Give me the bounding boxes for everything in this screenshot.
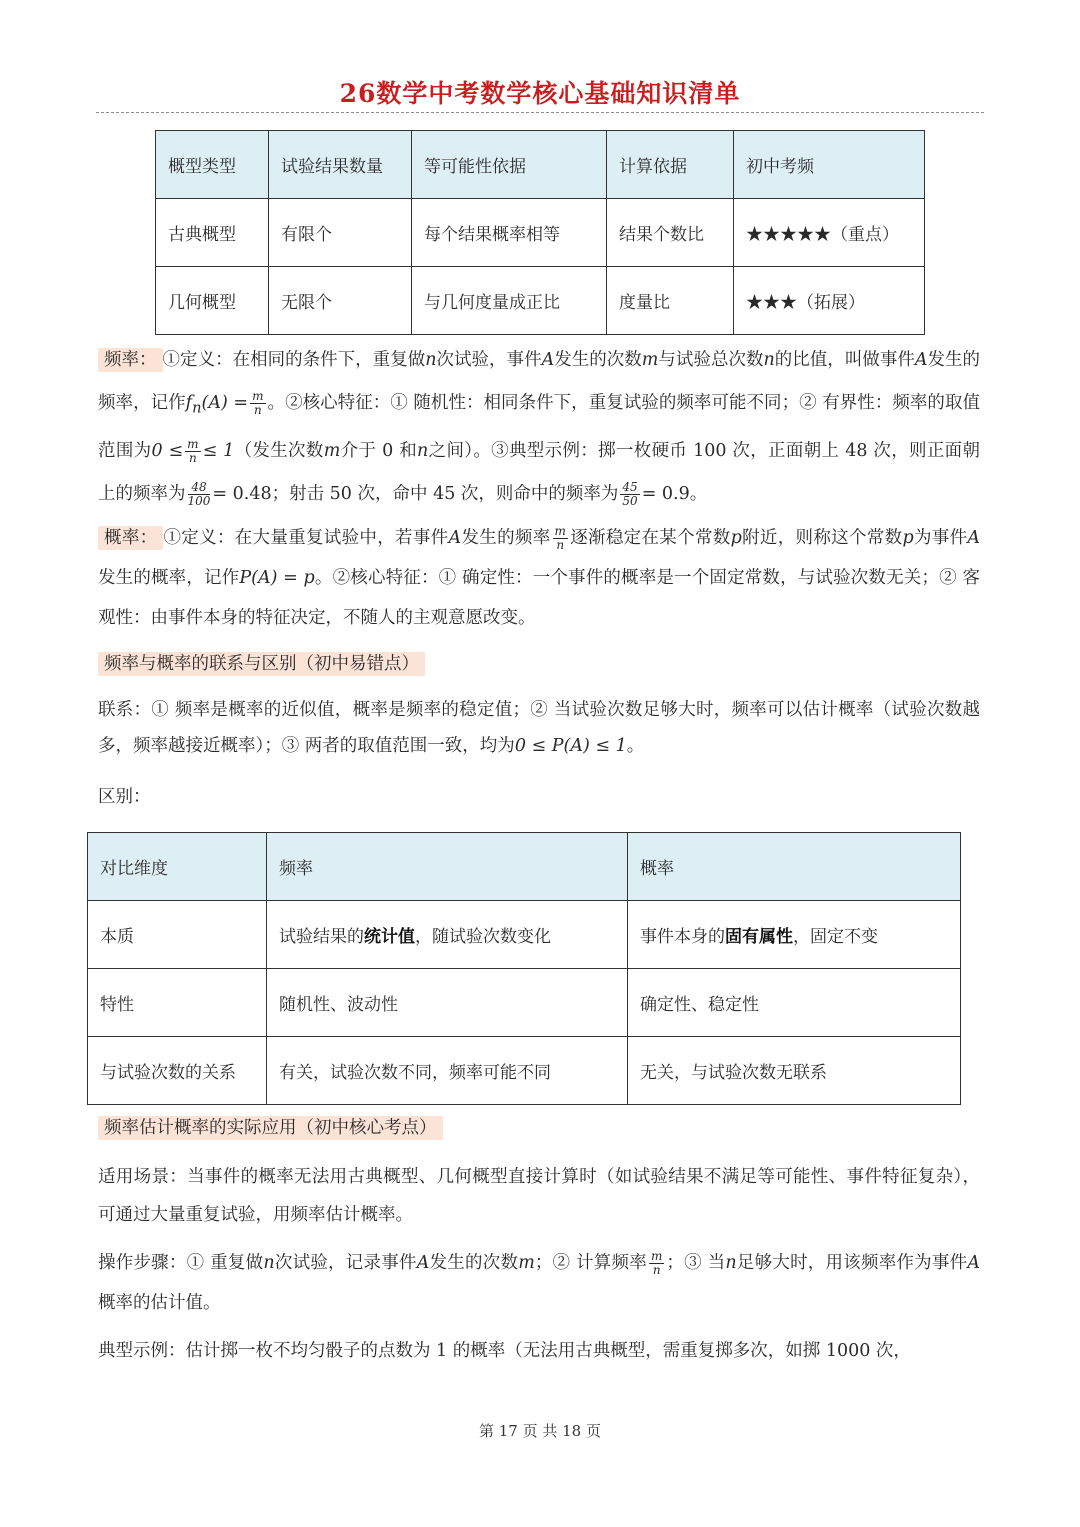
fraction-m-over-n: $\frac{m}{n}$	[651, 1249, 663, 1277]
table-cell: 有限个	[269, 199, 412, 267]
probability-model-table	[155, 130, 925, 335]
table-cell: 结果个数比	[607, 199, 734, 267]
table-row	[88, 1037, 961, 1105]
difference-label: 区别：	[98, 787, 151, 807]
table-cell: 无关，与试验次数无联系	[628, 1037, 961, 1105]
table-row	[156, 199, 925, 267]
relation-contact: 联系：① 频率是概率的近似值，概率是频率的稳定值；② 当试验次数足够大时，频率可以估计概率（试验次数越多，频率越接近概率）；③ 两者的取值范围一致，均为0 ≤ P(A) ≤ 1。	[98, 700, 980, 756]
table-cell: 与几何度量成正比	[412, 267, 607, 335]
page-number: 第 17 页 共 18 页	[478, 1422, 601, 1440]
application-scene: 适用场景：当事件的概率无法用古典概型、几何概型直接计算时（如试验结果不满足等可能性、事件特征复杂），可通过大量重复试验，用频率估计概率。	[98, 1167, 980, 1225]
table-header-cell: 概率	[628, 833, 961, 901]
relation-heading: 频率与概率的联系与区别（初中易错点）	[98, 643, 980, 686]
table-cell: 特性	[88, 969, 267, 1037]
table-cell: 事件本身的固有属性，固定不变	[628, 901, 961, 969]
application-steps: 操作步骤：① 重复做n次试验，记录事件A发生的次数m；② 计算频率 $\frac{m}{n}$ ；③ 当n足够大时，用该频率作为事件A概率的估计值。	[98, 1249, 981, 1313]
table-row	[88, 901, 961, 969]
frequency-label: 频率：	[98, 348, 163, 372]
table-header-row	[88, 833, 961, 901]
table-cell: ★★★★★（重点）	[734, 199, 925, 267]
table-cell: 几何概型	[156, 267, 269, 335]
table-cell: 每个结果概率相等	[412, 199, 607, 267]
table-cell: 随机性、波动性	[267, 969, 628, 1037]
fraction-45-over-50: $\frac{45}{50}$	[622, 479, 638, 508]
table-cell: 有关，试验次数不同，频率可能不同	[267, 1037, 628, 1105]
probability-paragraph: 概率： ①定义：在大量重复试验中，若事件A发生的频率 $\frac{m}{n}$ 逐渐稳定在某个常数p附近，则称这个常数p为事件A发生的概率，记作P(A) = p。②核心特征：① 确定性：一个事件的概率是一个固定常数，与试验次数无关；② 客观性：由事件本身的特征决定，不随人的主观意愿改变。	[98, 524, 981, 628]
table-cell: 确定性、稳定性	[628, 969, 961, 1037]
table-cell: 本质	[88, 901, 267, 969]
frequency-paragraph: 频率： ①定义：在相同的条件下，重复做n次试验，事件A发生的次数m与试验总次数n的比值，叫做事件A发生的频率，记作$f_n(A)$ = $\frac{m}{n}$ 。②核心特征：① 随机性：相同条件下，重复试验的频率可能不同；② 有界性：频率的取值范围为0 ≤ $\frac{m}{n}$ ≤ 1（发生次数m介于 0 和n之间）。③典型示例：掷一枚硬币 100 次，正面朝上 48 次，则正面朝上的频率为 $\frac{48}{100}$ = 0.48；射击 50 次，命中 45 次，则命中的频率为 $\frac{45}{50}$ = 0.9。	[98, 350, 981, 508]
page-title: 26数学中考数学核心基础知识清单	[339, 79, 741, 108]
table-header-cell: 等可能性依据	[412, 131, 607, 199]
frequency-vs-probability-table	[87, 832, 961, 1105]
table-header-cell: 频率	[267, 833, 628, 901]
table-cell: 与试验次数的关系	[88, 1037, 267, 1105]
application-heading: 频率估计概率的实际应用（初中核心考点）	[98, 1107, 980, 1150]
table-cell: 度量比	[607, 267, 734, 335]
probability-label: 概率：	[98, 526, 163, 550]
table-cell: 无限个	[269, 267, 412, 335]
table-row	[156, 267, 925, 335]
fraction-m-over-n: $\frac{m}{n}$	[187, 436, 199, 465]
table-cell: ★★★（拓展）	[734, 267, 925, 335]
table-cell: 古典概型	[156, 199, 269, 267]
fraction-m-over-n: $\frac{m}{n}$	[252, 389, 264, 417]
table-row	[88, 969, 961, 1037]
table-header-cell: 试验结果数量	[269, 131, 412, 199]
table-header-cell: 对比维度	[88, 833, 267, 901]
fraction-m-over-n: $\frac{m}{n}$	[554, 524, 566, 552]
title-divider	[96, 112, 984, 113]
fraction-48-over-100: $\frac{48}{100}$	[187, 479, 211, 508]
application-example: 典型示例：估计掷一枚不均匀骰子的点数为 1 的概率（无法用古典概型，需重复掷多次，如掷 1000 次，	[98, 1341, 911, 1361]
table-header-cell: 概型类型	[156, 131, 269, 199]
table-header-cell: 初中考频	[734, 131, 925, 199]
table-cell: 试验结果的统计值，随试验次数变化	[267, 901, 628, 969]
table-header-row	[156, 131, 925, 199]
table-header-cell: 计算依据	[607, 131, 734, 199]
